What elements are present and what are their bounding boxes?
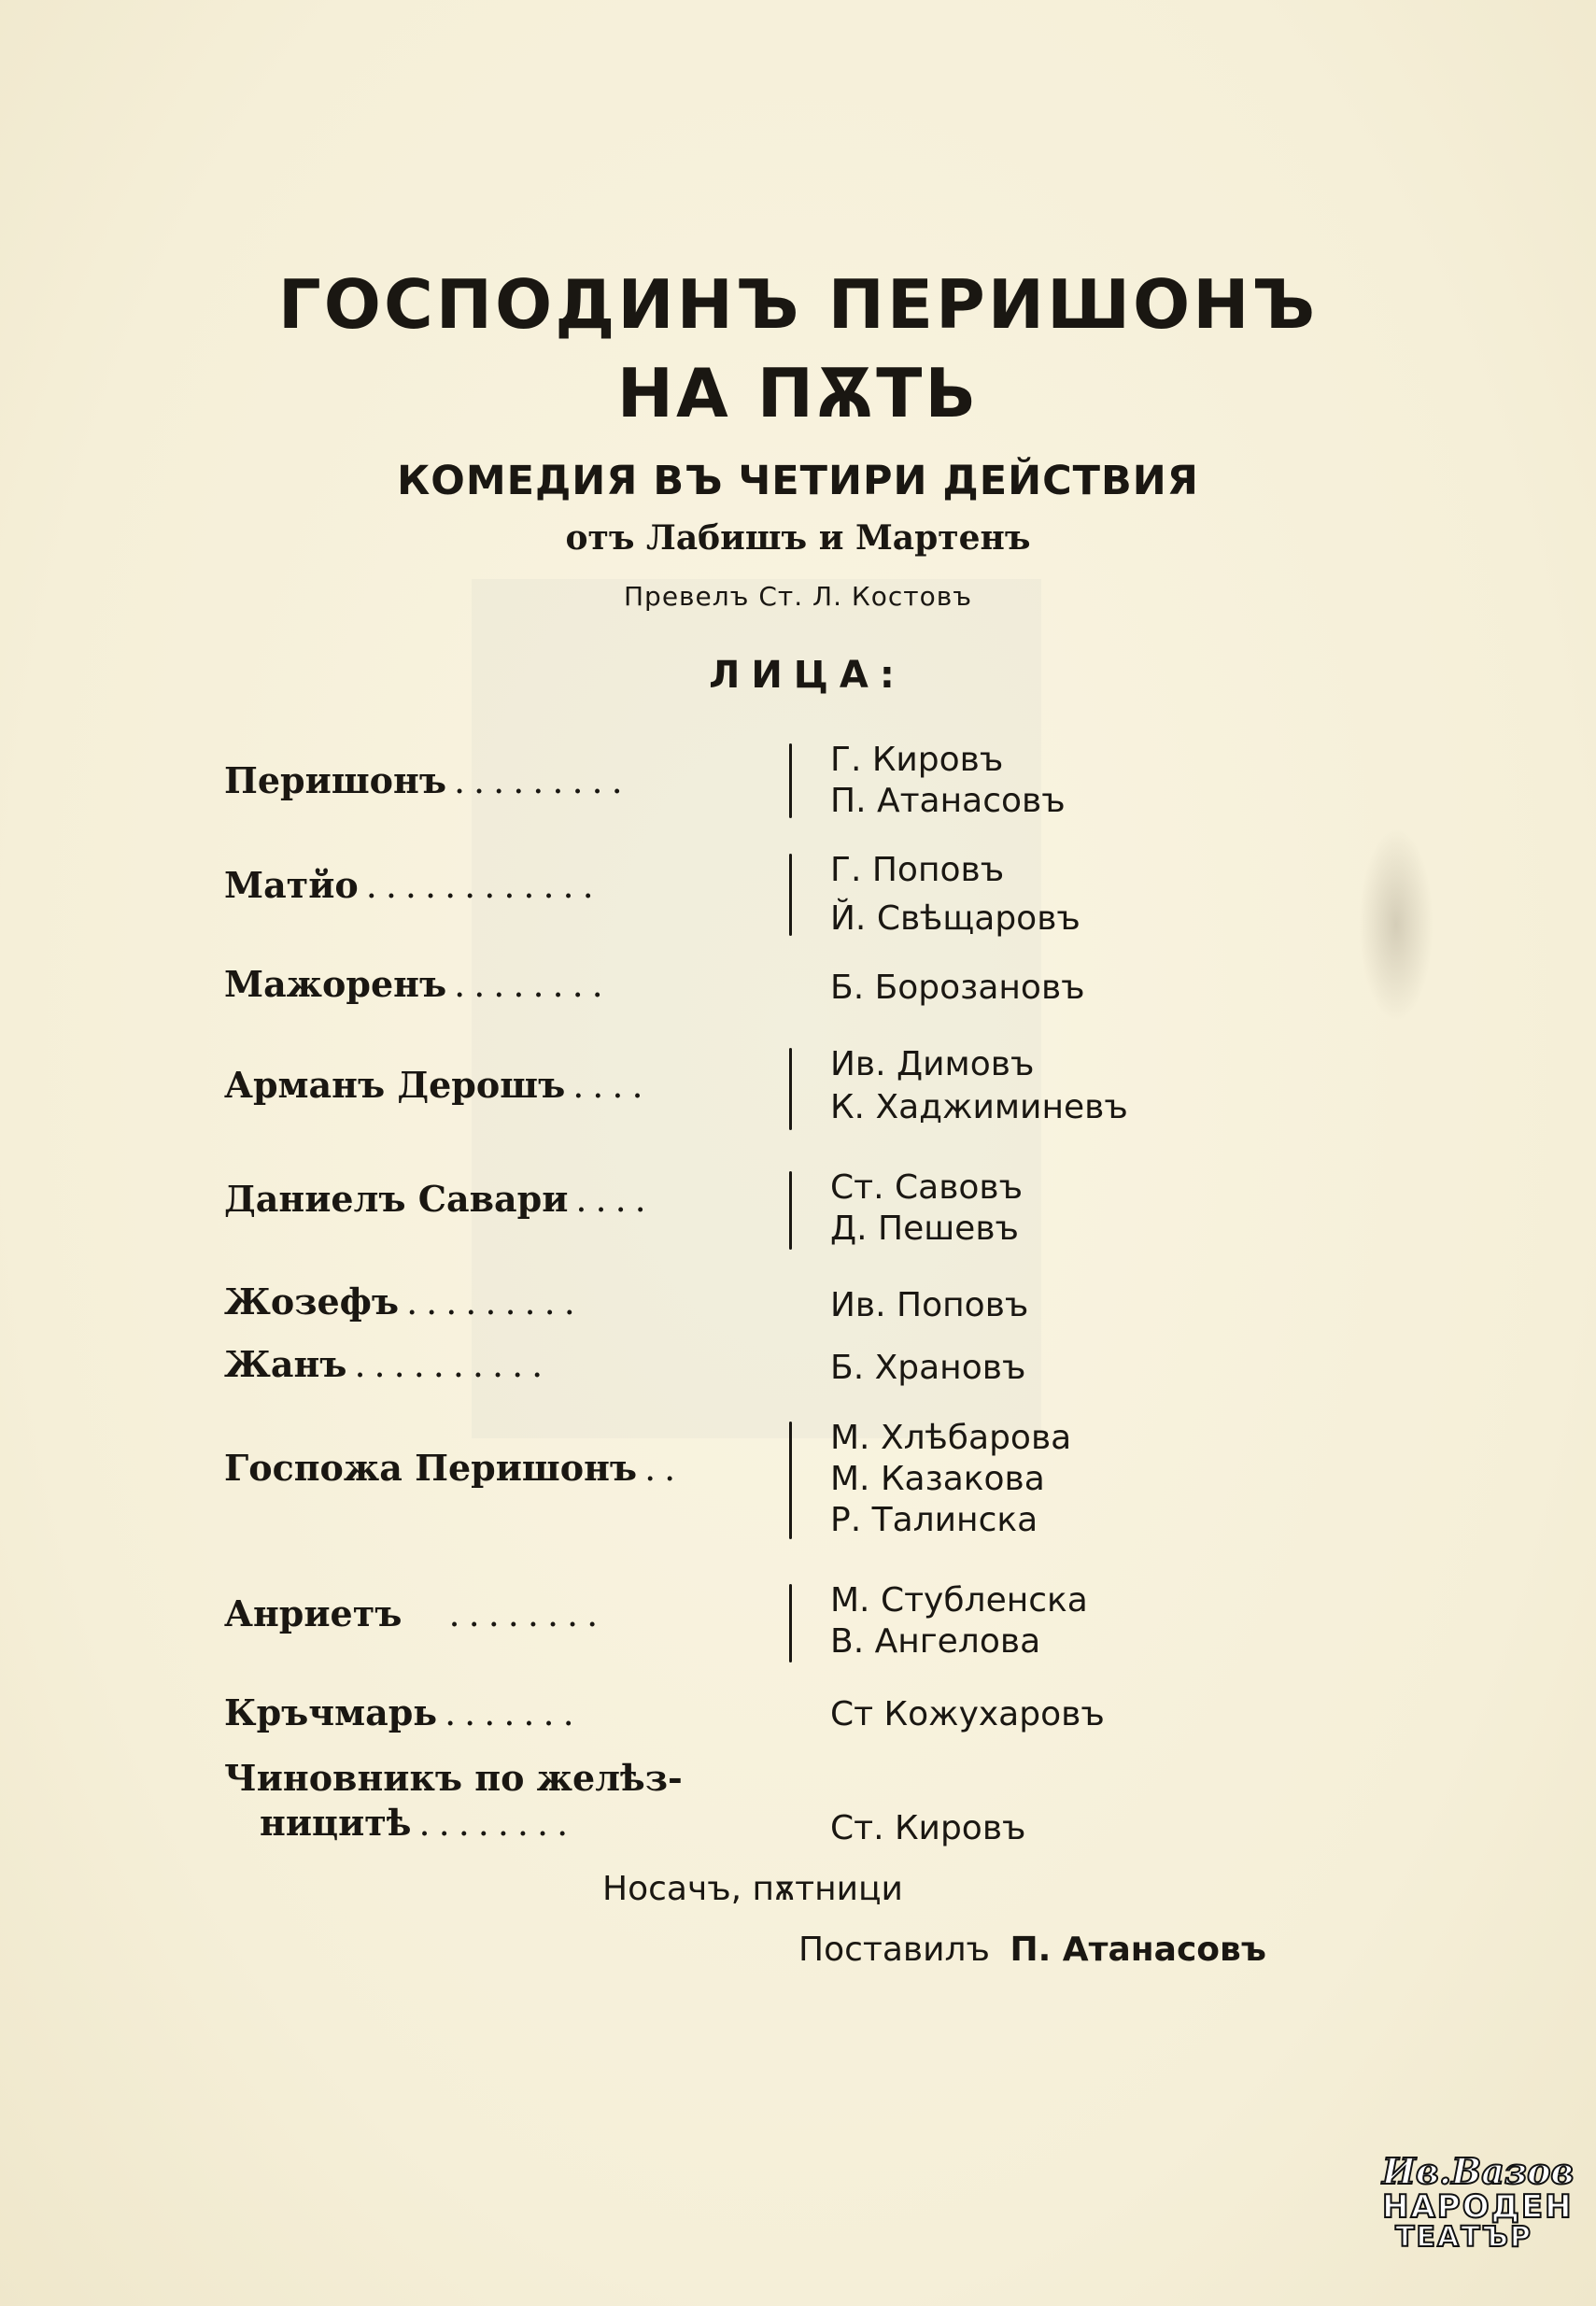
actor-name: Ст Кожухаровъ	[830, 1695, 1105, 1733]
actor-list	[789, 740, 1066, 822]
role-name: Арманъ Дерошъ ....	[224, 1064, 652, 1106]
actor-list	[789, 1342, 1025, 1389]
logo-line-2: ТЕАТЪР	[1395, 2221, 1532, 2254]
actor-list	[789, 1418, 1071, 1541]
role-name: Матйо ............	[224, 864, 602, 906]
cast-heading: ЛИЦА:	[709, 654, 906, 697]
actor-name: М. Хлѣбарова	[830, 1419, 1072, 1457]
role-name: Мажоренъ ........	[224, 963, 612, 1005]
actor-name: Г. Поповъ	[830, 851, 1005, 889]
play-authors: отъ Лабишъ и Мартенъ	[565, 518, 1031, 558]
actor-name: М. Казакова	[830, 1460, 1045, 1498]
actor-name: Ив. Поповъ	[830, 1286, 1029, 1324]
director-name: П. Атанасовъ	[1010, 1931, 1266, 1969]
brace	[789, 1422, 792, 1539]
actor-name: Ст. Савовъ	[830, 1168, 1024, 1207]
actor-name: Б. Храновъ	[830, 1349, 1026, 1387]
play-subtitle: КОМЕДИЯ ВЪ ЧЕТИРИ ДЕЙСТВИЯ	[397, 458, 1199, 504]
actor-list	[789, 1756, 1025, 1849]
actor-list	[789, 1691, 1105, 1735]
role-name: Даниелъ Савари ....	[224, 1178, 655, 1220]
actor-list	[789, 1044, 1128, 1128]
translator-credit: Превелъ Ст. Л. Костовъ	[623, 581, 972, 612]
role-name: Жозефъ .........	[224, 1280, 584, 1323]
actor-name: М. Стубленска	[830, 1581, 1088, 1620]
actor-name: Б. Борозановъ	[830, 969, 1085, 1007]
actor-name: Ст. Кировъ	[830, 1809, 1026, 1847]
staged-by	[798, 1931, 1266, 1969]
actor-name: Й. Свѣщаровъ	[830, 899, 1080, 938]
role-name-line-1: Чиновникъ по желѣз-	[224, 1757, 683, 1799]
play-title-line-2: НА ПѪТЬ	[616, 354, 980, 432]
role-name: Госпожа Перишонъ ..	[224, 1447, 685, 1489]
brace	[789, 854, 792, 936]
staged-by-label: Поставилъ	[798, 1931, 990, 1969]
role-name-line-2: ницитѣ	[260, 1802, 412, 1844]
actor-name: П. Атанасовъ	[830, 782, 1066, 820]
paper-stain	[1359, 827, 1434, 1023]
role-name: Чиновникъ по желѣз- ницитѣ ........	[224, 1756, 784, 1846]
play-title-line-1: ГОСПОДИНЪ ПЕРИШОНЪ	[277, 265, 1319, 344]
actor-name: Г. Кировъ	[830, 741, 1004, 779]
logo-signature: Ив.Вазов	[1382, 2150, 1575, 2192]
extras-line: Носачъ, пѫтници	[602, 1870, 903, 1908]
actor-list	[789, 850, 1080, 940]
brace	[789, 1171, 792, 1250]
actor-list	[789, 1280, 1028, 1326]
actor-list	[789, 1167, 1023, 1250]
actor-name: К. Хаджиминевъ	[830, 1088, 1128, 1126]
role-name: Перишонъ .........	[224, 759, 631, 801]
brace	[789, 743, 792, 818]
national-theatre-logo	[1382, 2150, 1575, 2254]
actor-name: Д. Пешевъ	[830, 1210, 1019, 1248]
actor-name: Р. Талинска	[830, 1501, 1038, 1539]
actor-name: Ив. Димовъ	[830, 1045, 1035, 1083]
role-name: Кръчмарь .......	[224, 1691, 583, 1733]
brace	[789, 1048, 792, 1130]
brace	[789, 1584, 792, 1662]
logo-line-1: НАРОДЕН	[1382, 2188, 1574, 2226]
actor-list	[789, 962, 1085, 1009]
actor-name: В. Ангелова	[830, 1622, 1041, 1661]
role-name: Жанъ ..........	[224, 1343, 552, 1385]
role-name: Анриетъ ........	[224, 1592, 607, 1634]
actor-list	[789, 1580, 1088, 1662]
